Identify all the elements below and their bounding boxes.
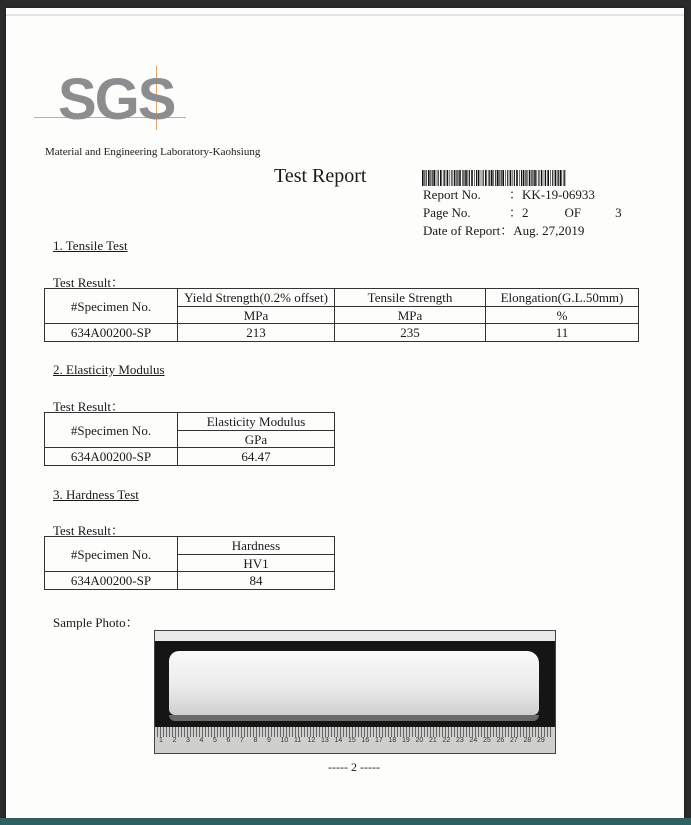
ruler-number: 4 [199,737,204,744]
table-header-row [45,289,639,307]
ruler-ticks [157,727,553,737]
elasticity-section-title: 2. Elasticity Modulus [53,362,165,377]
report-page [6,8,684,818]
ruler-number: 10 [280,737,289,744]
ruler-number: 19 [402,737,410,744]
tensile-section-title: 1. Tensile Test [53,238,128,253]
page-top-border [6,14,684,16]
table-row [45,572,335,590]
table-unit-cell: % [486,307,639,324]
elasticity-table [44,412,335,466]
page-footer: ----- 2 ----- [328,760,380,774]
table-cell: 634A00200-SP [45,572,178,590]
table-cell: 64.47 [178,448,335,466]
table-cell: 84 [178,572,335,590]
ruler-number: 8 [253,737,258,744]
hardness-table [44,536,335,590]
ruler-number: 12 [307,737,316,744]
table-unit-cell: GPa [178,431,335,448]
ruler-number: 21 [429,737,437,744]
table-header-cell: Hardness [178,537,335,555]
lab-name: Material and Engineering Laboratory-Kaohsiung [45,146,261,158]
table-cell: 11 [486,324,639,342]
ruler-number: 16 [361,737,370,744]
table-unit-cell: MPa [335,307,486,324]
specimen-block [169,651,539,715]
table-header-cell: #Specimen No. [45,289,178,324]
page-number-label: Page No. [423,205,471,220]
table-cell: 235 [335,324,486,342]
hardness-result-label: Test Result： [53,523,124,538]
ruler-number: 6 [226,737,231,744]
table-row [45,324,639,342]
specimen-edge [169,715,539,721]
page-number [423,202,622,221]
table-unit-cell: MPa [178,307,335,324]
ruler-number: 5 [213,737,217,744]
logo-text: SGS [58,67,175,132]
report-date-label: Date of Report [423,223,501,238]
ruler-number: 29 [537,737,545,744]
table-header-cell: Tensile Strength [335,289,486,307]
ruler-number: 17 [375,737,383,744]
page-number-total: 3 [615,205,622,220]
ruler-number: 3 [186,737,190,744]
ruler-number: 24 [469,737,478,744]
ruler-number: 14 [334,737,343,744]
tensile-result-label: Test Result： [53,275,124,290]
table-row [45,448,335,466]
photo-background-strip [155,631,555,641]
ruler-numbers [159,737,555,751]
table-cell: 634A00200-SP [45,448,178,466]
ruler-number: 1 [159,737,163,744]
table-header-row [45,413,335,431]
hardness-section-title: 3. Hardness Test [53,487,139,502]
ruler-number: 26 [496,737,505,744]
ruler-number: 23 [456,737,464,744]
sample-photo-label: Sample Photo： [53,615,139,630]
ruler-number: 11 [294,737,302,744]
viewer-bottom-strip [0,818,691,825]
page-number-of: OF [564,205,582,220]
table-header-cell: Elasticity Modulus [178,413,335,431]
report-date-value: ：Aug. 27,2019 [500,223,585,238]
page-number-current: 2 [522,205,529,220]
page-number-separator: ： [509,205,523,220]
ruler-number: 7 [240,737,244,744]
sgs-logo [58,68,198,132]
table-header-cell: #Specimen No. [45,413,178,448]
ruler-number: 15 [348,737,356,744]
elasticity-result-label: Test Result： [53,399,124,414]
sample-photo [154,630,556,754]
report-number [423,184,595,203]
table-header-row [45,537,335,555]
table-header-cell: Elongation(G.L.50mm) [486,289,639,307]
ruler-number: 28 [523,737,532,744]
ruler-number: 22 [442,737,451,744]
report-title: Test Report [274,165,367,187]
table-header-cell: #Specimen No. [45,537,178,572]
table-cell: 634A00200-SP [45,324,178,342]
ruler-number: 18 [388,737,397,744]
report-number-label: Report No. [423,187,481,202]
ruler-number: 25 [483,737,491,744]
table-cell: 213 [178,324,335,342]
report-date [423,220,584,239]
ruler-number: 27 [510,737,518,744]
table-header-cell: Yield Strength(0.2% offset) [178,289,335,307]
ruler-number: 9 [267,737,271,744]
measuring-ruler [155,727,555,753]
tensile-table [44,288,639,342]
ruler-number: 13 [321,737,329,744]
table-unit-cell: HV1 [178,555,335,572]
ruler-number: 2 [172,737,177,744]
ruler-number: 20 [415,737,424,744]
report-number-value: ：KK-19-06933 [509,187,595,202]
